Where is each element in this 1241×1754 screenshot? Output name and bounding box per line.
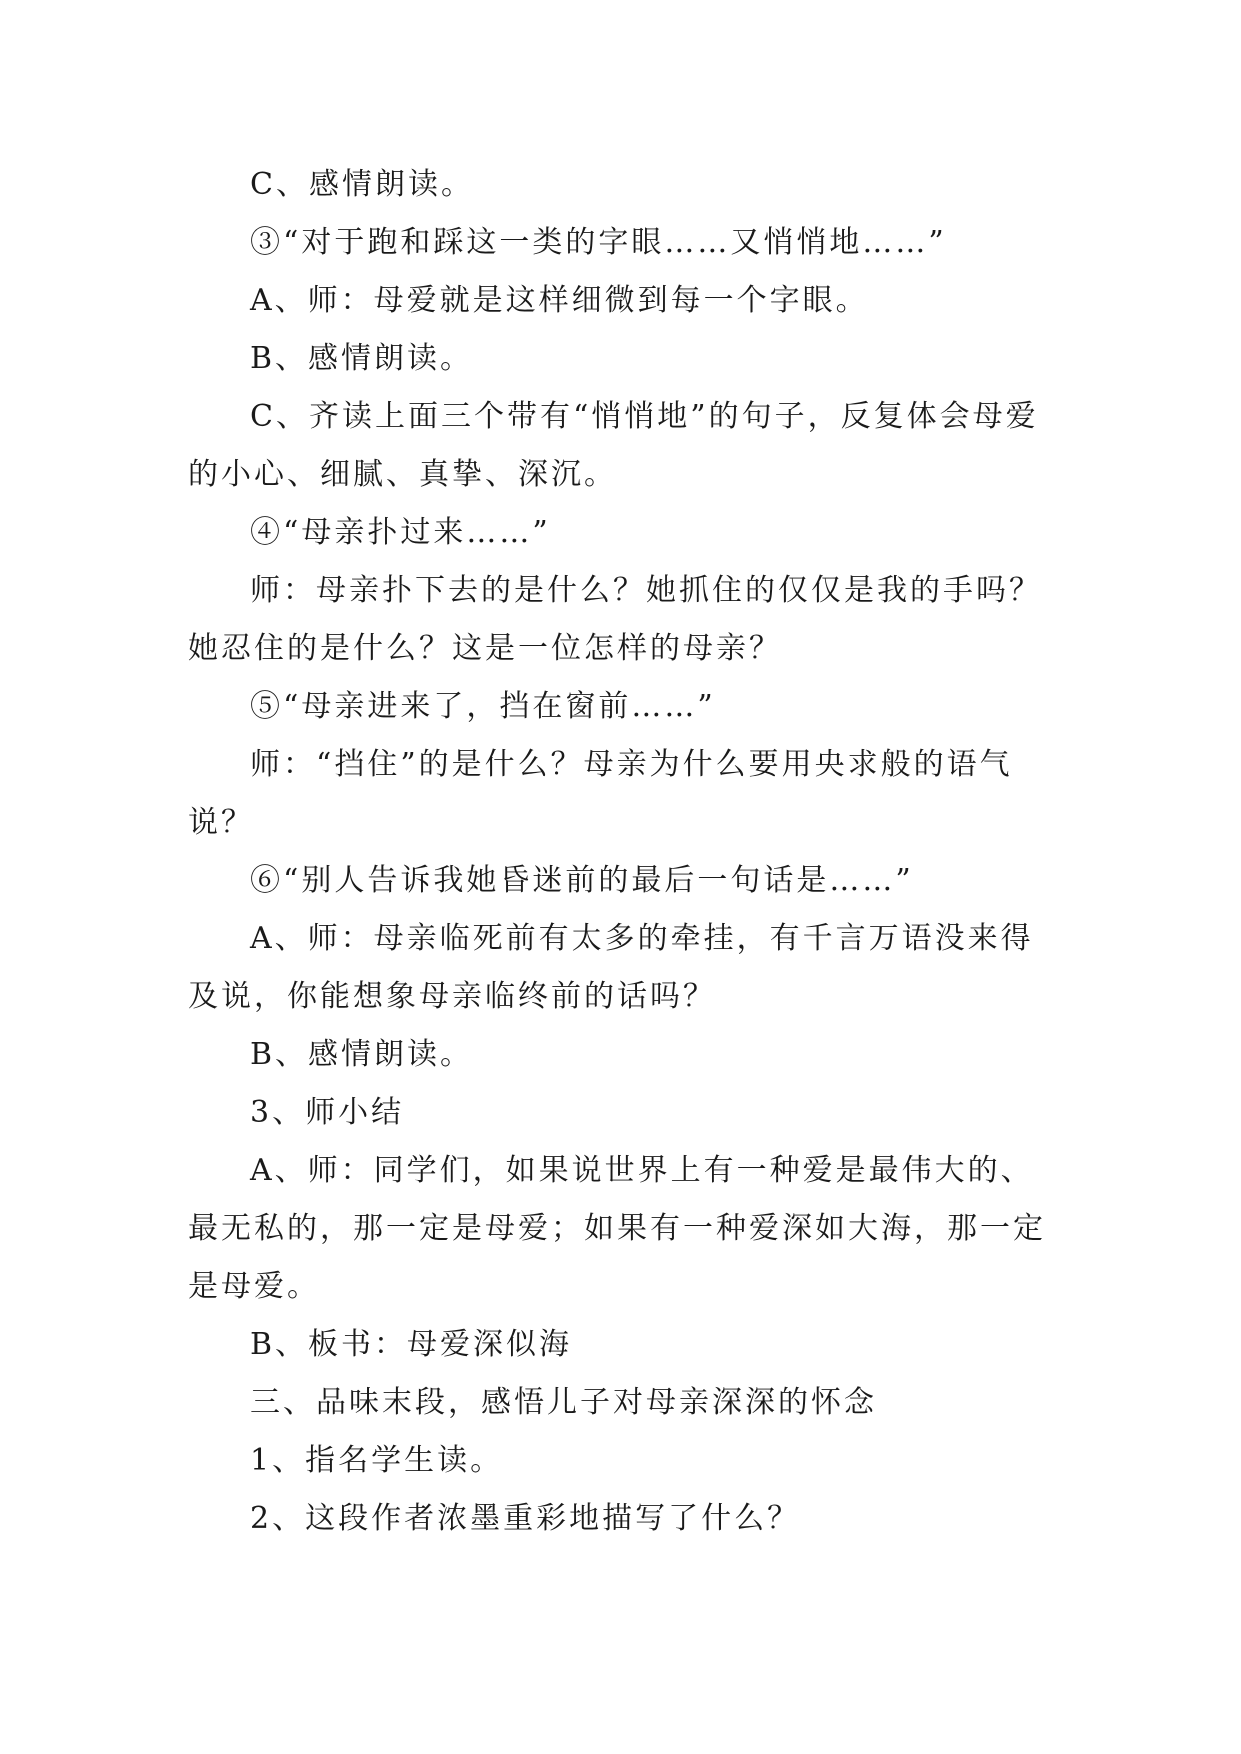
paragraph: C、感情朗读。 [250,167,474,202]
paragraph: 三、品味末段，感悟儿子对母亲深深的怀念 [250,1385,877,1420]
paragraph: 师：母亲扑下去的是什么？她抓住的仅仅是我的手吗？她忍住的是什么？这是一位怎样的母亲？ [188,573,1042,666]
paragraph: A、师：母爱就是这样细微到每一个字眼。 [250,283,869,318]
paragraph: B、板书：母爱深似海 [250,1327,573,1362]
paragraph: A、师：同学们，如果说世界上有一种爱是最伟大的、最无私的，那一定是母爱；如果有一种爱深如大海，那一定是母爱。 [188,1153,1046,1304]
paragraph: 1、指名学生读。 [250,1443,504,1478]
paragraph: 3、师小结 [250,1095,405,1130]
paragraph: ⑥“别人告诉我她昏迷前的最后一句话是……” [250,863,914,898]
paragraph: ④“母亲扑过来……” [250,515,551,550]
paragraph: 师：“挡住”的是什么？母亲为什么要用央求般的语气说？ [188,747,1013,840]
paragraph: ⑤“母亲进来了，挡在窗前……” [250,689,716,724]
paragraph: C、齐读上面三个带有“悄悄地”的句子，反复体会母爱的小心、细腻、真挚、深沉。 [188,399,1039,492]
paragraph: ③“对于跑和踩这一类的字眼……又悄悄地……” [250,225,947,260]
paragraph: B、感情朗读。 [250,1037,474,1072]
paragraph: A、师：母亲临死前有太多的牵挂，有千言万语没来得及说，你能想象母亲临终前的话吗？ [188,921,1034,1014]
document-body [188,156,1058,1548]
paragraph: 2、这段作者浓墨重彩地描写了什么？ [250,1501,801,1536]
paragraph: B、感情朗读。 [250,341,474,376]
